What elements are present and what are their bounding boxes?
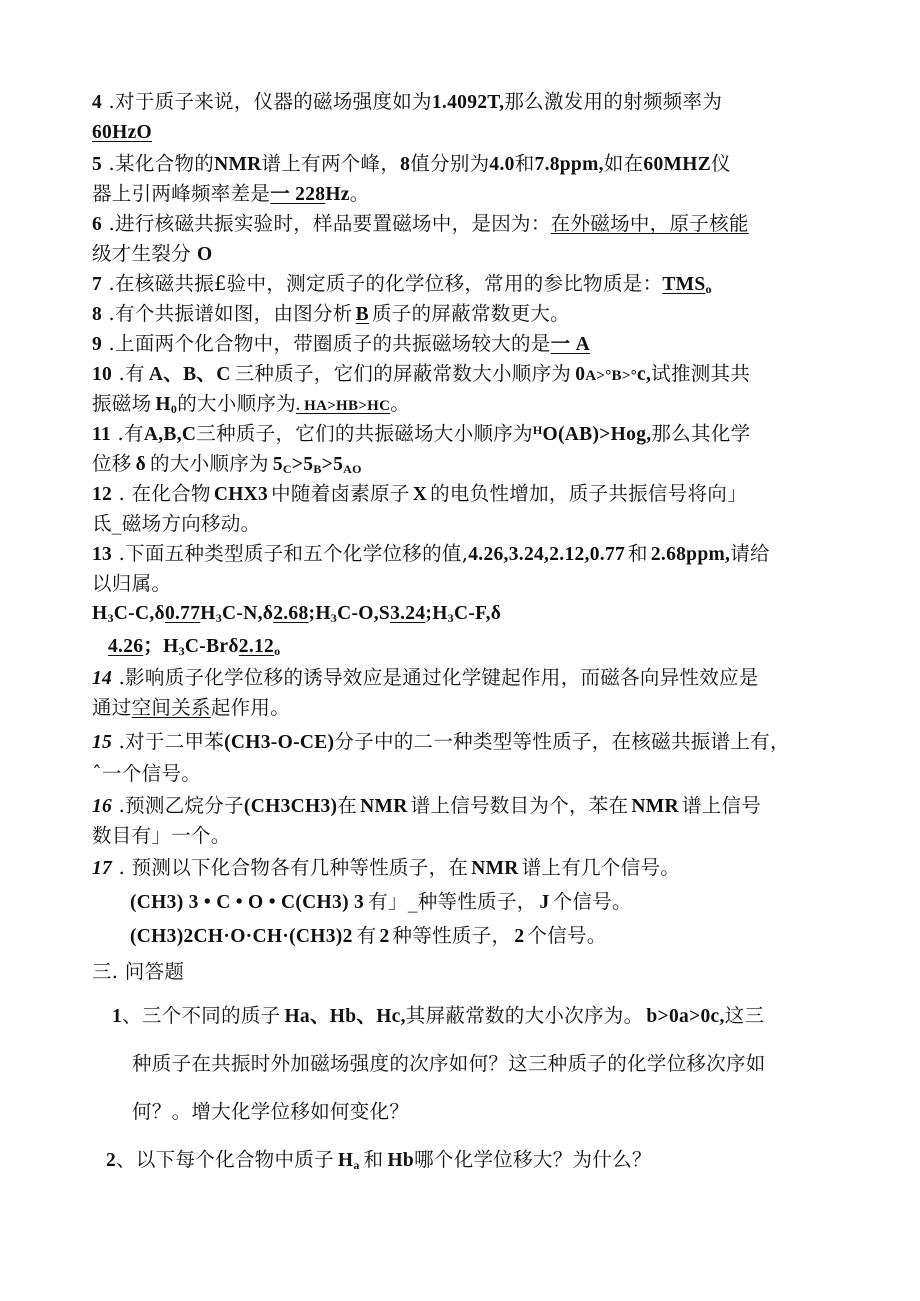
q16-nmr2: NMR <box>631 796 679 817</box>
q13-a5-text: C-Brδ <box>184 636 239 657</box>
q11-delta: δ <box>135 454 147 475</box>
q7-answer: TMS <box>662 274 706 295</box>
q14-text: .影响质子化学位移的诱导效应是通过化学键起作用，而磁各向异性效应是 <box>112 666 759 689</box>
q13-line2-text: 以归属。 <box>92 572 172 595</box>
q10-end: 。 <box>390 392 411 415</box>
q7-line <box>92 270 712 299</box>
q14-line1 <box>92 664 759 693</box>
qa2-hb: Hb <box>387 1150 415 1171</box>
q10-order-sub: A>°B>° <box>585 368 637 384</box>
qa1-line2-text: 种质子在共振时外加磁场强度的次序如何？这三种质子的化学位移次序如 <box>132 1052 766 1075</box>
q6-o: O <box>197 244 213 265</box>
q11-line2a: 位移 <box>92 452 132 475</box>
q10-line2 <box>92 390 410 420</box>
q13-values: 4.26,3.24,2.12,0.77 <box>468 544 626 565</box>
q12-line1 <box>92 480 747 509</box>
q17-c2-text: 有 <box>356 924 377 947</box>
q11-a2: >5 <box>291 454 314 475</box>
q11-sub2: B <box>313 462 322 476</box>
q11-sub1: C <box>282 462 292 476</box>
q13-a5-sub: 3 <box>178 644 185 658</box>
q17-c1-end: 个信号。 <box>552 890 632 913</box>
q17-c2-formula: (CH3)2CH·O·CH·(CH3)2 <box>130 926 353 947</box>
q13-a4-sub: 3 <box>447 611 454 625</box>
q15-number: 15 <box>92 732 113 753</box>
q15-line2 <box>92 760 201 788</box>
q13-a1: H <box>92 603 108 624</box>
q13-a2-text: C-N,δ <box>222 603 274 624</box>
q4-line1 <box>92 88 722 117</box>
q15-text: .对于二甲苯 <box>112 730 225 753</box>
qa1-number: 1 <box>112 1006 123 1027</box>
q9-line <box>92 330 590 359</box>
q10-text2: 三种质子，它们的屏蔽常数大小顺序为 <box>234 362 572 385</box>
q16-line1 <box>92 792 761 821</box>
q17-number: 17 <box>92 858 113 879</box>
q12-line2 <box>92 510 260 538</box>
q13-answers-line2 <box>108 633 280 661</box>
q10-line1 <box>92 360 750 390</box>
qa2-text: 、以下每个化合物中质子 <box>116 1148 334 1171</box>
q17-c2-n: 2 <box>379 926 390 947</box>
q16-text4: 谱上信号 <box>681 794 762 817</box>
q13-number: 13 <box>92 544 113 565</box>
q11-a3: >5 <box>321 454 344 475</box>
q11-abc: A,B,C <box>143 424 197 445</box>
qa2-h-sub: a <box>353 1158 360 1172</box>
q6-line2-text: 级才生裂分 <box>92 242 192 265</box>
q7-number: 7 <box>92 274 103 295</box>
q11-order: O(AB)>Hog, <box>542 424 652 445</box>
section3-title-text: 三. 问答题 <box>92 960 185 983</box>
q15-line1 <box>92 728 790 757</box>
q13-a3: ;H <box>308 603 331 624</box>
q13-a4: ;H <box>425 603 448 624</box>
q9-answer: 一 A <box>550 334 591 355</box>
q13-a4-value: 4.26 <box>108 636 144 657</box>
q5-number: 5 <box>92 154 103 175</box>
qa1-text3: 这三 <box>724 1004 765 1027</box>
q16-text2: 在 <box>337 794 358 817</box>
qa1-line2 <box>132 1050 766 1078</box>
qa1-line3 <box>132 1098 409 1126</box>
qa1-text2: 其屏蔽常数的大小次序为。 <box>405 1004 644 1027</box>
q11-text2: 三种质子，它们的共振磁场大小顺序为 <box>196 422 533 445</box>
q7-text: .在核磁共振£验中，测定质子的化学位移，常用的参比物质是： <box>102 272 663 295</box>
qa2-number: 2 <box>106 1150 117 1171</box>
q5-end: 。 <box>349 182 370 205</box>
q14-answer: 空间关系 <box>131 696 211 719</box>
q5-v1: 4.0 <box>489 154 515 175</box>
q14-line2a: 通过 <box>92 696 132 719</box>
q8-text2: 质子的屏蔽常数更大。 <box>371 302 570 325</box>
q16-number: 16 <box>92 796 113 817</box>
qa2-h: H <box>337 1150 354 1171</box>
q17-c1-formula: (CH3) 3 • C • O • C(CH3) 3 <box>130 892 365 913</box>
q6-text: .进行核磁共振实验时，样品要置磁场中，是因为： <box>102 212 551 235</box>
qa1-ha: Ha、Hb、Hc, <box>284 1006 406 1027</box>
q17-text: . 预测以下化合物各有几种等性质子，在 <box>112 856 469 879</box>
qa2-text2: 哪个化学位移大？为什么？ <box>414 1148 652 1171</box>
q8-number: 8 <box>92 304 103 325</box>
q13-and: 和 <box>628 542 648 565</box>
q17-c2-end: 个信号。 <box>527 924 607 947</box>
q14-number: 14 <box>92 668 113 689</box>
q5-answer: 一 228 <box>270 184 326 205</box>
q8-answer: B <box>355 304 369 325</box>
q4-text: .对于质子来说，仪器的磁场强度如为 <box>102 90 432 113</box>
q5-line2 <box>92 180 370 209</box>
q5-line2a: 器上引两峰频率差是 <box>92 182 271 205</box>
q5-and: 和 <box>514 152 535 175</box>
q13-text: .下面五种类型质子和五个化学位移的值, <box>112 542 469 565</box>
q7-sub: o <box>705 282 712 296</box>
q11-line2b: 的大小顺序为 <box>150 452 269 475</box>
q12-text: . 在化合物 <box>112 482 211 505</box>
q5-text: .某化合物的 <box>102 152 215 175</box>
q17-compound2 <box>130 922 607 951</box>
q10-order-end: c, <box>637 364 652 385</box>
qa1-line1 <box>112 1002 764 1031</box>
q9-text: .上面两个化合物中，带圈质子的共振磁场较大的是 <box>102 332 551 355</box>
q13-a1-sub: 3 <box>107 611 114 625</box>
qa2-line1 <box>106 1146 652 1175</box>
q13-a2: H <box>200 603 216 624</box>
q17-compound1 <box>130 888 632 917</box>
q16-formula: (CH3CH3) <box>243 796 338 817</box>
q13-line1 <box>92 540 770 569</box>
q10-number: 10 <box>92 364 113 385</box>
q17-c1-j: J <box>539 892 550 913</box>
q17-c1-text: 有」_种等性质子， <box>368 890 537 913</box>
q13-a1-text: C-C,δ <box>113 603 165 624</box>
q10-abc: A、B、C <box>148 364 231 385</box>
q11-answer: 5 <box>272 454 283 475</box>
qa1-line3-text: 何？。增大化学位移如何变化？ <box>132 1100 410 1123</box>
q10-text: .有 <box>112 362 145 385</box>
q4-number: 4 <box>92 92 103 113</box>
q15-text2: 分子中的二一种类型等性质子，在核磁共振谱上有， <box>334 730 790 753</box>
q10-h-sub: 0 <box>170 402 178 416</box>
q10-line2b: 的大小顺序为 <box>177 392 296 415</box>
q16-text: .预测乙烷分子 <box>112 794 244 817</box>
qa2-and: 和 <box>363 1148 384 1171</box>
q10-text3: 试推测其共 <box>651 362 751 385</box>
q10-order: 0 <box>575 364 586 385</box>
q6-line1 <box>92 210 749 239</box>
q11-text3: 那么其化学 <box>651 422 751 445</box>
q5-text5: 仪 <box>711 152 731 175</box>
q13-a2-value: 2.68 <box>273 603 309 624</box>
q13-a2-sub: 3 <box>215 611 223 625</box>
q16-text3: 谱上信号数目为个，苯在 <box>410 794 629 817</box>
q5-text4: 如在 <box>603 152 644 175</box>
q16-line2 <box>92 822 231 850</box>
q13-a5: ；H <box>143 636 179 657</box>
q11-text: .有 <box>111 422 144 445</box>
q13-a1-value: 0.77 <box>164 603 201 624</box>
q13-text2: 请给 <box>730 542 770 565</box>
q13-a4-text: C-F,δ <box>453 603 502 624</box>
q17-text2: 谱上有几个信号。 <box>521 856 681 879</box>
qa1-order: b>0a>0c, <box>646 1006 725 1027</box>
q5-text3: 值分别为 <box>410 152 490 175</box>
q6-line2 <box>92 240 212 269</box>
q5-nmr: NMR <box>214 154 262 175</box>
q16-line2-text: 数目有」一个。 <box>92 824 231 847</box>
q10-line2a: 振磁场 <box>92 392 152 415</box>
q13-a3-text: C-O,S <box>337 603 391 624</box>
q11-sub3: AO <box>343 462 362 476</box>
q12-text2: 中随着卤素原子 <box>271 482 410 505</box>
q13-v5: 2.68ppm, <box>650 544 731 565</box>
q5-delta: 8 <box>400 154 411 175</box>
q5-hz: Hz <box>325 184 350 205</box>
q12-text3: 的电负性增加，质子共振信号将向」 <box>430 482 747 505</box>
section3-title <box>92 958 184 986</box>
q4-text2: 那么激发用的射频频率为 <box>504 90 723 113</box>
q4-answer: 60HzO <box>92 122 152 143</box>
q13-a5-end: o <box>274 644 281 658</box>
q5-line1 <box>92 150 731 179</box>
q6-answer: 在外磁场中，原子核能 <box>550 212 749 235</box>
q13-a5-value: 2.12 <box>238 636 275 657</box>
q5-mhz: 60MHZ <box>643 154 712 175</box>
qa1-text: 、三个不同的质子 <box>122 1004 281 1027</box>
q15-formula: (CH3-O-CE) <box>224 732 335 753</box>
q11-line1 <box>92 420 750 449</box>
q11-line2 <box>92 450 362 479</box>
q14-line2b: 起作用。 <box>210 696 291 719</box>
q11-number: 11 <box>92 424 112 445</box>
q13-answers-line1 <box>92 600 501 628</box>
q13-a3-value: 3.24 <box>390 603 426 624</box>
q17-line1 <box>92 854 680 883</box>
q16-nmr: NMR <box>360 796 408 817</box>
q14-line2 <box>92 694 290 722</box>
q11-sup: H <box>532 423 543 437</box>
q12-chx3: CHX3 <box>213 484 269 505</box>
q12-x: X <box>412 484 428 505</box>
q15-line2-text: ˆ一个信号。 <box>92 762 202 785</box>
q9-number: 9 <box>92 334 103 355</box>
q8-line <box>92 300 570 329</box>
q13-line2 <box>92 570 171 598</box>
q5-text2: 谱上有两个峰， <box>261 152 401 175</box>
q17-c2-text2: 种等性质子， <box>392 924 512 947</box>
q13-a3-sub: 3 <box>330 611 338 625</box>
q17-c2-n2: 2 <box>514 926 525 947</box>
q17-nmr: NMR <box>471 858 519 879</box>
q4-line2 <box>92 118 152 147</box>
q8-text: .有个共振谱如图，由图分析 <box>102 302 353 325</box>
q12-number: 12 <box>92 484 113 505</box>
q6-number: 6 <box>92 214 103 235</box>
q5-v2: 7.8ppm, <box>534 154 604 175</box>
q4-field: 1.4092T, <box>431 92 505 113</box>
q10-h: H <box>155 394 171 415</box>
q10-answer: . HA>HB>HC <box>296 398 391 414</box>
q12-line2-text: 氐_磁场方向移动。 <box>92 512 261 535</box>
